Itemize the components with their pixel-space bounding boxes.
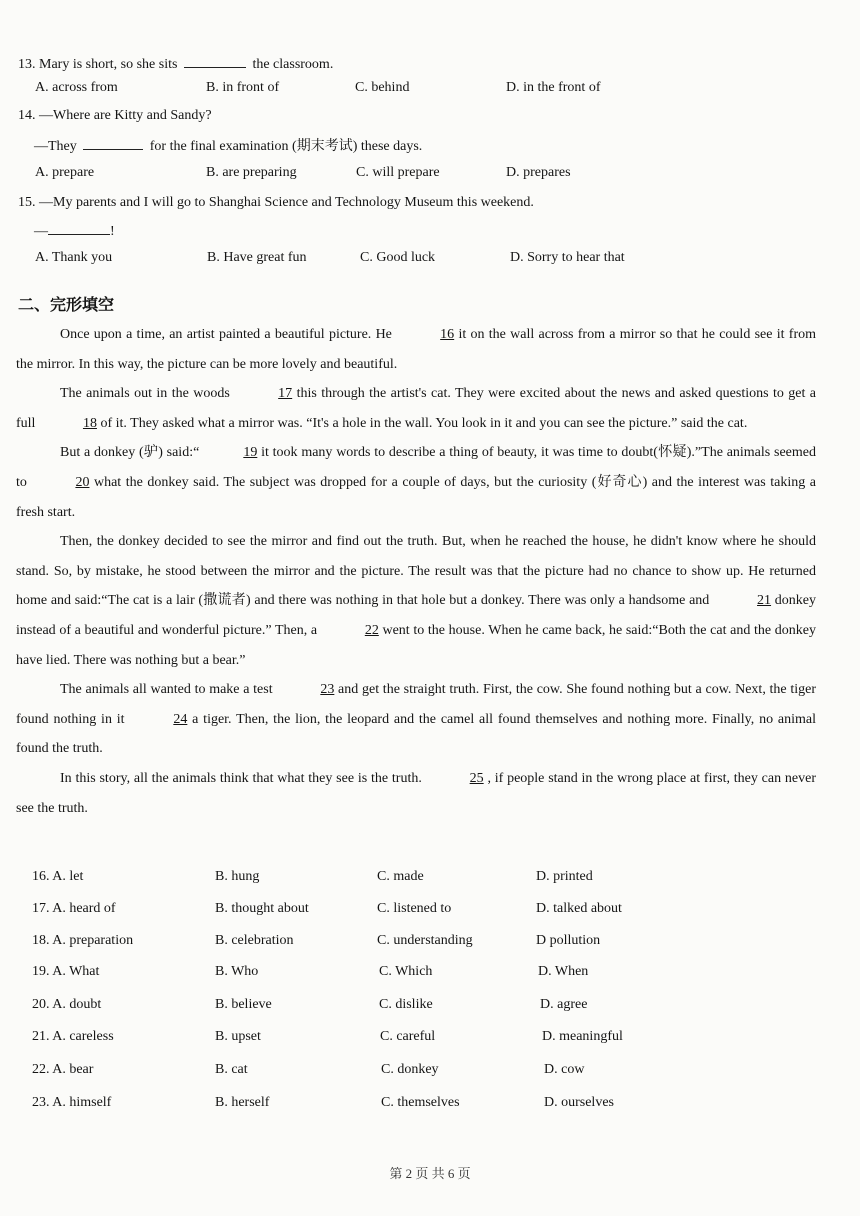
choice-22-c: C. donkey bbox=[381, 1062, 439, 1077]
cloze-blank-17: 17 bbox=[278, 386, 293, 402]
choice-20-d: D. agree bbox=[540, 997, 588, 1012]
page-footer: 第 2 页 共 6 页 bbox=[389, 1166, 471, 1181]
passage-text: In this story, all the animals think that what they see is the truth. bbox=[60, 770, 426, 786]
option: C. behind bbox=[355, 80, 410, 95]
choice-19-c: C. Which bbox=[379, 964, 433, 979]
passage-paragraph-5 bbox=[16, 675, 816, 764]
passage-text: went to the house. When he came back, he said:“Both the cat and the donkey have lied. There was nothing but a bear.” bbox=[16, 622, 817, 668]
passage-text: Then, the donkey decided to see the mirror and find out the truth. But, when he reached the house, he didn't know where he should stand. So, by mistake, he stood between the mirror and the picture. The result was that the picture had no chance to show up. He returned home and said:“The cat is a lair (撒谎者) and there was nothing in that hole but a donkey. There was only a handsome and bbox=[16, 534, 816, 609]
cloze-blank-18: 18 bbox=[82, 415, 97, 431]
cloze-blank-19: 19 bbox=[243, 445, 258, 461]
cloze-blank-24: 24 bbox=[173, 711, 188, 727]
cloze-blank-22: 22 bbox=[364, 622, 379, 638]
choice-22-d: D. cow bbox=[544, 1062, 585, 1077]
choice-19-b: B. Who bbox=[215, 964, 259, 979]
cloze-blank-25: 25 bbox=[469, 770, 484, 786]
choice-22-b: B. cat bbox=[215, 1062, 248, 1077]
question-15-reply-prefix: — bbox=[34, 224, 48, 239]
passage-text: what the donkey said. The subject was dropped for a couple of days, but the curiosity (好奇心) and the interest was taking a fresh start. bbox=[16, 474, 816, 520]
question-14-reply-start: —They bbox=[34, 139, 77, 154]
question-14: 14. —Where are Kitty and Sandy? bbox=[18, 108, 212, 123]
passage-text: and get the straight truth. First, the cow. She found nothing but a cow. Next, the tiger found nothing in it bbox=[16, 682, 817, 727]
question-13-stem: 13. Mary is short, so she sits bbox=[18, 57, 178, 72]
passage-text: of it. They asked what a mirror was. “It's a hole in the wall. You look in it and you can see the picture.” said the cat. bbox=[96, 415, 748, 431]
choice-16-a: 16. A. let bbox=[32, 869, 84, 884]
question-15-reply-suffix: ! bbox=[110, 224, 115, 239]
cloze-passage bbox=[16, 320, 816, 823]
choice-20-b: B. believe bbox=[215, 997, 272, 1012]
option: A. Thank you bbox=[35, 250, 113, 265]
choice-23-d: D. ourselves bbox=[544, 1095, 614, 1110]
choice-21-c: C. careful bbox=[380, 1029, 436, 1044]
choice-20-a: 20. A. doubt bbox=[32, 997, 102, 1012]
choice-16-d: D. printed bbox=[536, 869, 593, 884]
passage-paragraph-6 bbox=[16, 764, 816, 823]
choice-20-c: C. dislike bbox=[379, 997, 433, 1012]
passage-text: it on the wall across from a mirror so that he could see it from the mirror. In this way, the picture can be more lovely and beautiful. bbox=[16, 327, 816, 372]
passage-text: a tiger. Then, the lion, the leopard and the camel all found themselves and nothing more. Finally, no animal found the truth. bbox=[16, 711, 816, 757]
passage-paragraph-4 bbox=[16, 527, 816, 675]
choice-17-b: B. thought about bbox=[215, 901, 309, 916]
question-13 bbox=[18, 55, 333, 73]
choice-17-d: D. talked about bbox=[536, 901, 622, 916]
cloze-blank-20: 20 bbox=[75, 474, 90, 490]
choice-23-c: C. themselves bbox=[381, 1095, 460, 1110]
option: A. prepare bbox=[35, 165, 95, 180]
question-15: 15. —My parents and I will go to Shanghai Science and Technology Museum this weekend. bbox=[18, 195, 534, 210]
passage-text: it took many words to describe a thing of beauty, it was time to doubt(怀疑).”The animals seemed to bbox=[16, 445, 816, 490]
cloze-blank-21: 21 bbox=[757, 593, 772, 609]
choice-16-b: B. hung bbox=[215, 869, 260, 884]
option: D. in the front of bbox=[506, 80, 601, 95]
passage-paragraph-1 bbox=[16, 320, 816, 379]
passage-text: But a donkey (驴) said:“ bbox=[60, 445, 200, 461]
choice-18-b: B. celebration bbox=[215, 933, 294, 948]
answer-blank bbox=[48, 222, 110, 235]
answer-blank bbox=[184, 55, 246, 68]
question-14-reply-end: for the final examination (期末考试) these days. bbox=[149, 139, 423, 154]
option: B. Have great fun bbox=[207, 250, 307, 265]
passage-text: The animals out in the woods bbox=[60, 386, 235, 402]
choice-23-b: B. herself bbox=[215, 1095, 270, 1110]
option: C. will prepare bbox=[356, 165, 440, 180]
passage-text: donkey instead of a beautiful and wonderful picture.” Then, a bbox=[16, 593, 816, 638]
passage-text: , if people stand in the wrong place at first, they can never see the truth. bbox=[16, 770, 816, 816]
choice-21-b: B. upset bbox=[215, 1029, 261, 1044]
option: A. across from bbox=[35, 80, 118, 95]
answer-blank bbox=[83, 137, 143, 150]
passage-text: this through the artist's cat. They were excited about the news and asked questions to get a full bbox=[16, 386, 816, 431]
choice-21-d: D. meaningful bbox=[542, 1029, 623, 1044]
option: B. in front of bbox=[206, 80, 280, 95]
option: B. are preparing bbox=[206, 165, 297, 180]
cloze-blank-16: 16 bbox=[440, 327, 455, 342]
choice-23-a: 23. A. himself bbox=[32, 1095, 112, 1110]
question-15-reply bbox=[34, 222, 115, 240]
passage-paragraph-2 bbox=[16, 379, 816, 438]
option: D. Sorry to hear that bbox=[510, 250, 625, 265]
choice-18-c: C. understanding bbox=[377, 933, 473, 948]
choice-22-a: 22. A. bear bbox=[32, 1062, 94, 1077]
cloze-blank-23: 23 bbox=[320, 682, 335, 698]
passage-paragraph-3 bbox=[16, 438, 816, 527]
choice-18-a: 18. A. preparation bbox=[32, 933, 134, 948]
question-13-stem-end: the classroom. bbox=[252, 57, 334, 72]
section-title: 二、完形填空 bbox=[18, 295, 115, 314]
choice-17-a: 17. A. heard of bbox=[32, 901, 116, 916]
choice-19-a: 19. A. What bbox=[32, 964, 100, 979]
option: D. prepares bbox=[506, 165, 571, 180]
choice-17-c: C. listened to bbox=[377, 901, 452, 916]
passage-text: Once upon a time, an artist painted a beautiful picture. He bbox=[60, 327, 397, 342]
choice-18-d: D pollution bbox=[536, 933, 601, 948]
option: C. Good luck bbox=[360, 250, 436, 265]
passage-text: The animals all wanted to make a test bbox=[60, 682, 277, 698]
choice-19-d: D. When bbox=[538, 964, 589, 979]
choice-16-c: C. made bbox=[377, 869, 424, 884]
choice-21-a: 21. A. careless bbox=[32, 1029, 114, 1044]
question-14-reply bbox=[34, 135, 422, 155]
